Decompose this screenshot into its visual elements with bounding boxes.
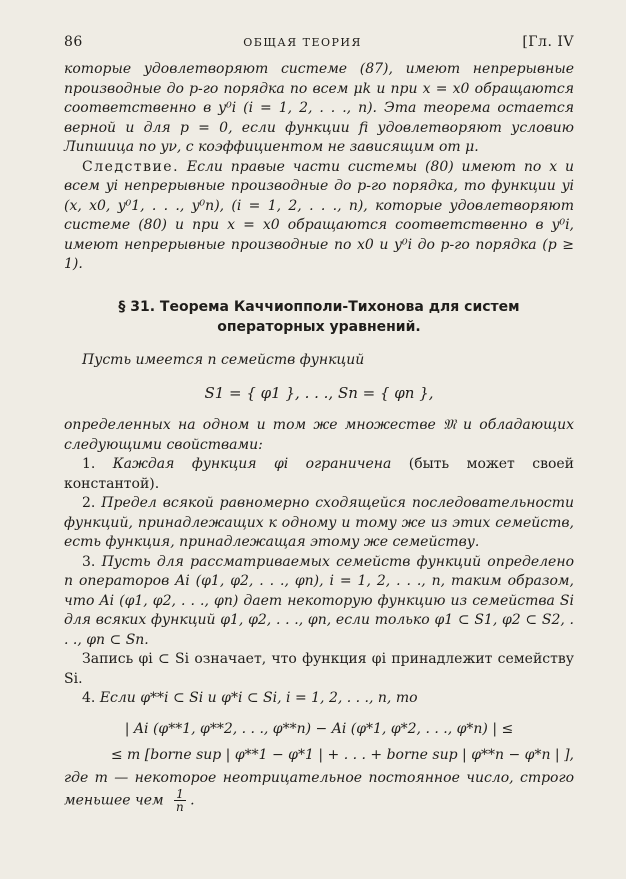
property-3-number: 3. [82,553,96,570]
section-heading: § 31. Теорема Каччиопполи-Тихонова для систем операторных уравнений. [118,298,520,335]
corollary-text: Если правые части системы (80) имеют по x и всем yi непрерывные производные до p-го порядка, то функции yi (x, x0, y⁰1, . . ., y⁰n), (i = 1, 2, . . ., n), которые удовлетворяют системе (80) и при x = x0 обращаются соответственно в y⁰i, имеют непрерывные производные по x0 и y⁰i до p-го порядка (p ≥ 1). [64,158,574,272]
page-header [64,34,574,50]
fraction-denominator: n [176,800,184,814]
property-2-number: 2. [82,495,96,511]
property-4 [64,689,574,709]
corollary-label: Следствие. [82,158,180,175]
property-3-italic: Пусть для рассматриваемых семейств функций определено n операторов Ai (φ1, φ2, . . ., φn), i = 1, 2, . . ., n, таким образом, что Ai (φ1, φ2, . . ., φn) дает некоторую функцию из семейства Si для всяких функций φ1, φ2, . . ., φn, если только φ1 ⊂ S1, φ2 ⊂ S2, . . ., φn ⊂ Sn. [64,553,574,648]
fraction-period: . [190,792,195,809]
constant-text: где m — некоторое неотрицательное постоянное число, строго меньшее чем [64,769,574,809]
chapter-marker: [Гл. IV [522,34,574,50]
property-2-italic: Предел всякой равномерно сходящейся последовательности функций, принадлежащих к одному и тому же из этих семейств, есть функция, принадлежащая этому же семейству. [64,495,575,550]
paragraph-theorem-end: которые удовлетворяют системе (87), имеют непрерывные производные до p-го порядка по всем μk и при x = x0 обращаются соответственно в y⁰i (i = 1, 2, . . ., n). Эта теорема остается верной и для p = 0, если функции fi удовлетворяют условию Липшица по yν, с коэффициентом не зависящим от μ. [64,61,574,155]
fraction-numerator: 1 [176,787,184,801]
formula-families: S1 = { φ1 }, . . ., Sn = { φn }, [204,384,434,402]
property-4-number: 4. [82,690,96,706]
property-1 [64,455,574,494]
paragraph-defined: определенных на одном и том же множестве 𝔐 и обладающих следующими свойствами: [64,417,574,453]
running-title: ОБЩАЯ ТЕОРИЯ [243,36,362,49]
paragraph-constant [64,769,574,814]
property-3 [64,553,574,651]
property-2 [64,494,574,553]
paragraph-corollary [64,158,574,275]
paragraph-intro: Пусть имеется n семейств функций [82,351,365,368]
fraction-one-over-n [174,788,186,813]
property-1-rest: (быть может своей константой). [64,456,574,492]
property-1-number: 1. [82,456,96,472]
page-number: 86 [64,34,83,50]
paragraph-notation: Запись φi ⊂ Si означает, что функция φi принадлежит семейству Si. [64,651,574,687]
property-4-italic: Если φ**i ⊂ Si и φ*i ⊂ Si, i = 1, 2, . . ., n, то [99,690,418,706]
formula-operator-difference: | Ai (φ**1, φ**2, . . ., φ**n) − Ai (φ*1, φ*2, . . ., φ*n) | ≤ [124,720,514,737]
formula-bound: ≤ m [borne sup | φ**1 − φ*1 | + . . . + borne sup | φ**n − φ*n | ], [110,746,574,763]
property-1-italic: Каждая функция φi ограничена [112,456,392,472]
